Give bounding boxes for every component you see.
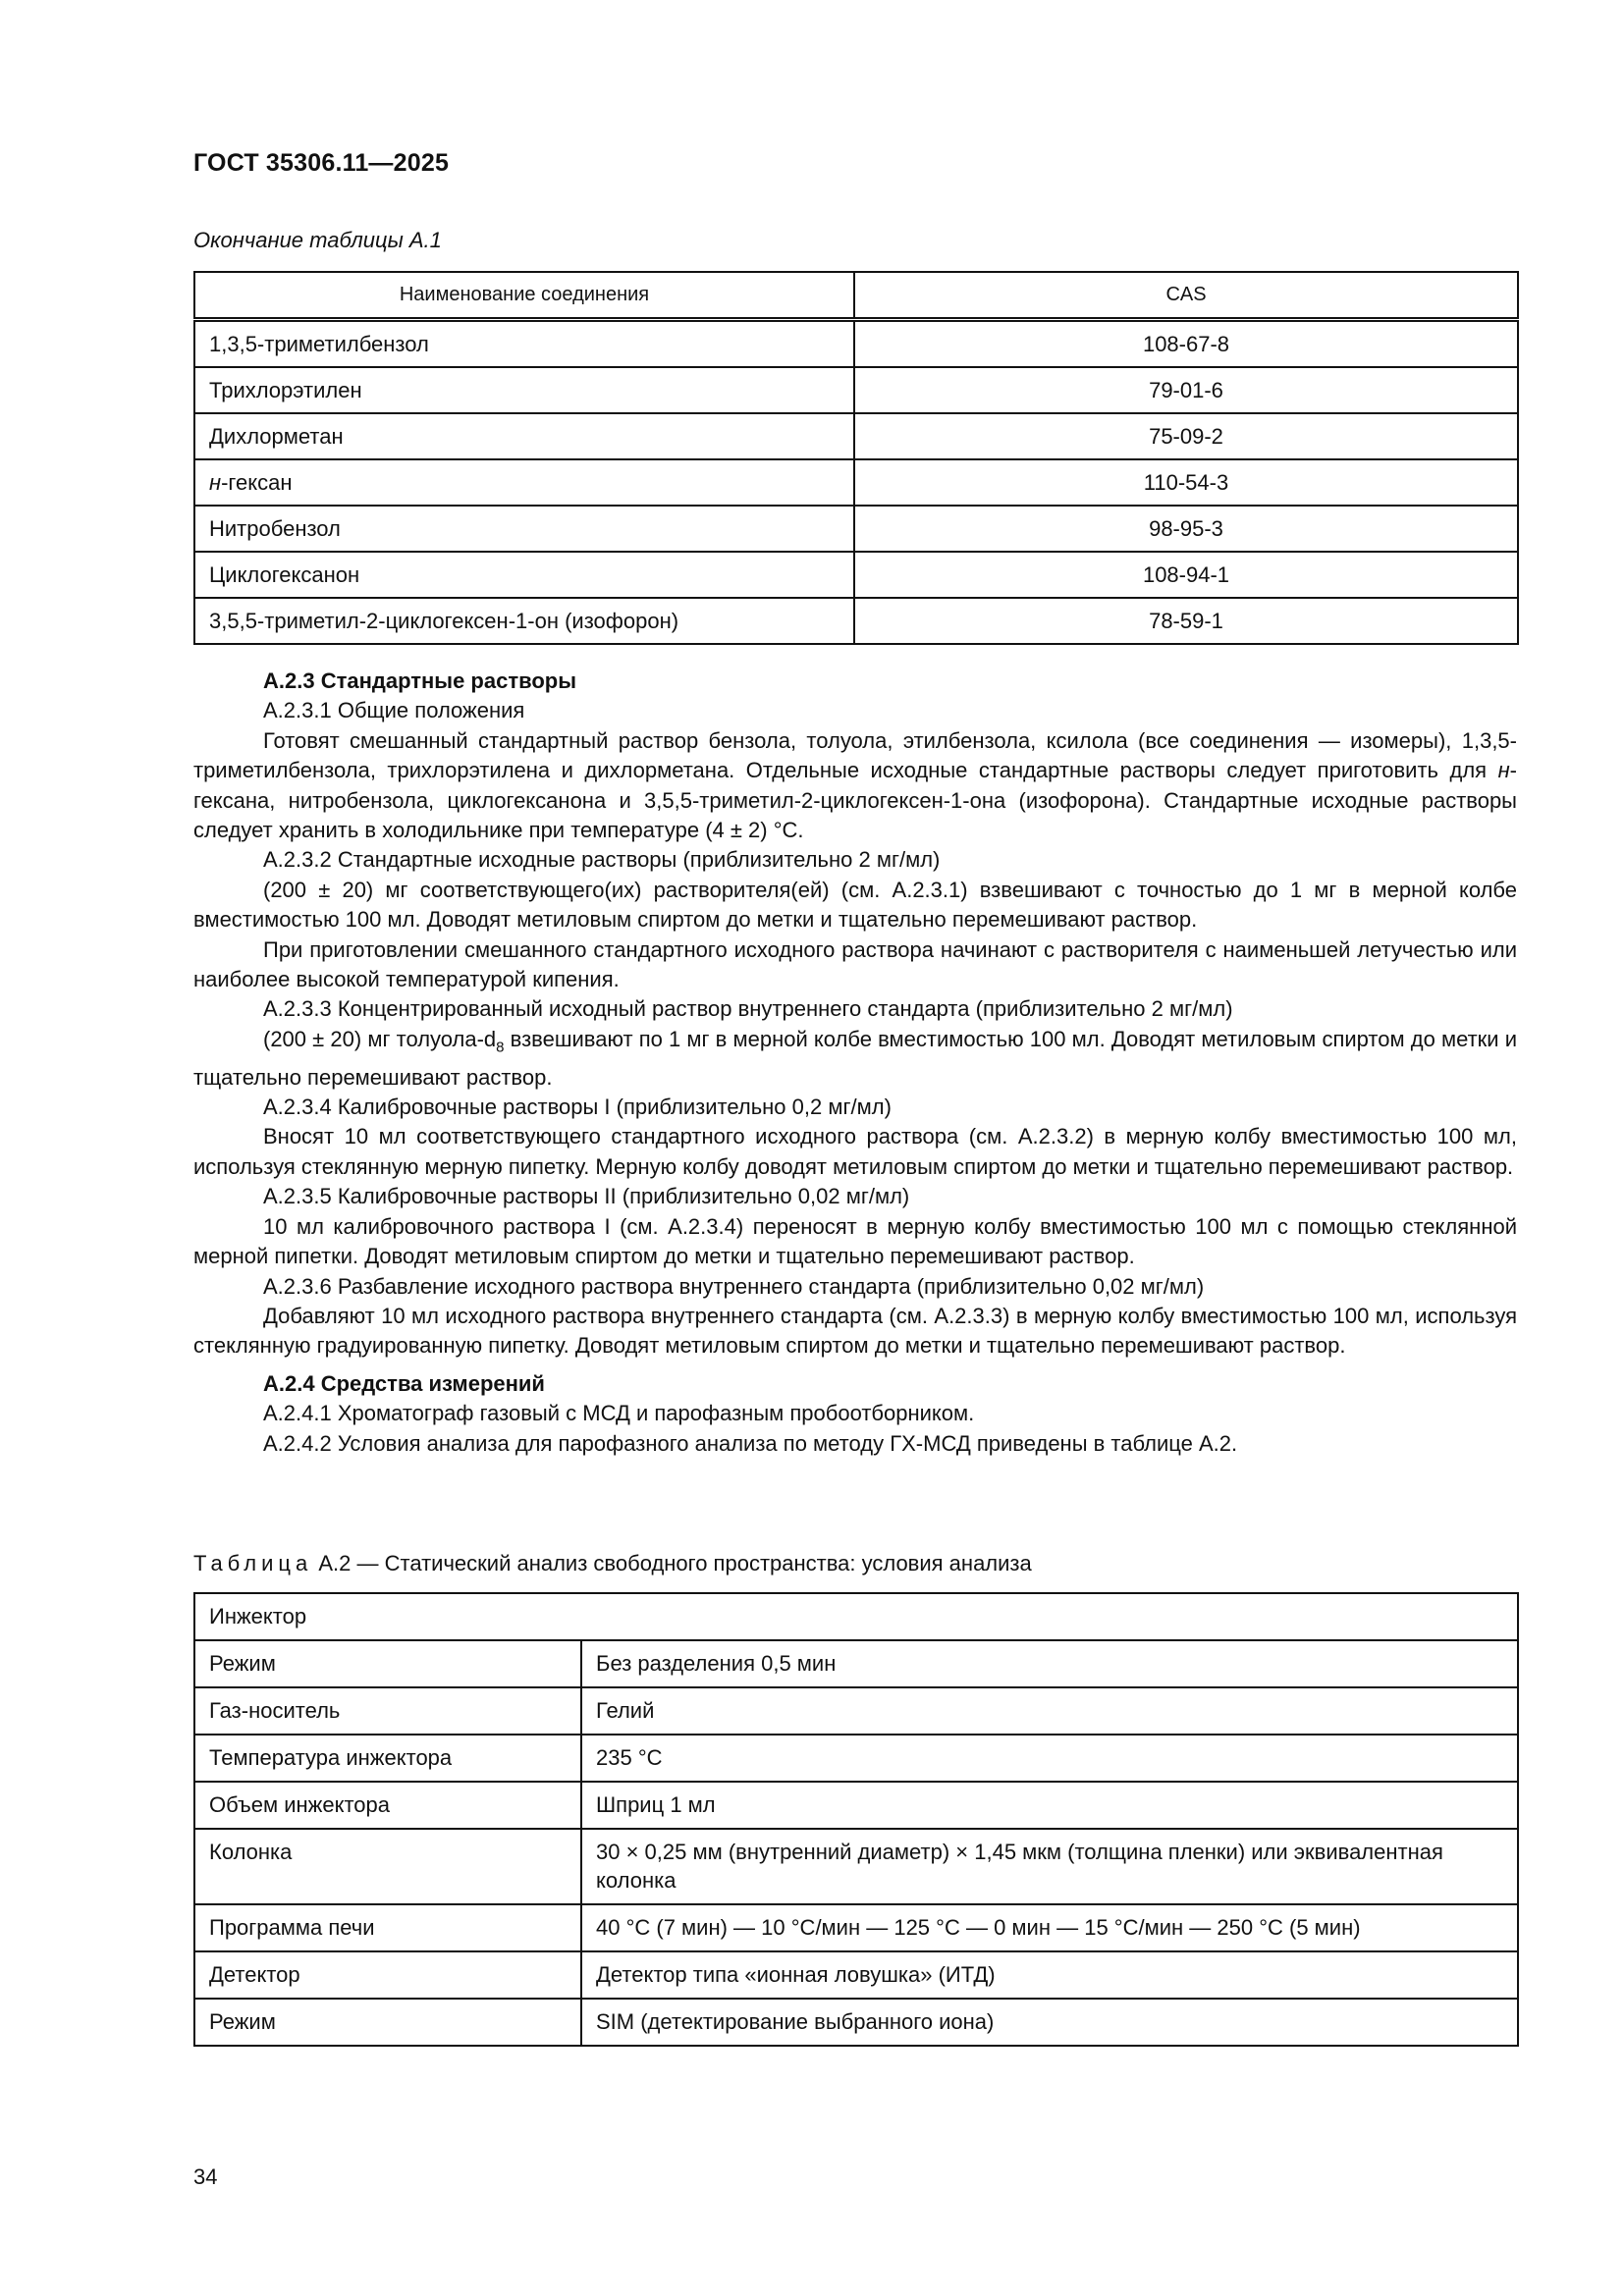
table-section-row (194, 1593, 1518, 1640)
compound-name-text: -гексан (221, 470, 293, 495)
table-row (194, 552, 1518, 598)
cas-number: 98-95-3 (854, 506, 1518, 552)
parameter-name: Газ-носитель (194, 1687, 581, 1735)
table-a1 (193, 271, 1519, 645)
parameter-name: Режим (194, 1999, 581, 2046)
subsection-title-a235: А.2.3.5 Калибровочные растворы II (приблизительно 0,02 мг/мл) (263, 1184, 910, 1209)
cas-number: 75-09-2 (854, 413, 1518, 459)
table-row (194, 1829, 1518, 1904)
section-label-injector: Инжектор (194, 1593, 1518, 1640)
compound-name: Нитробензол (194, 506, 854, 552)
parameter-value: Детектор типа «ионная ловушка» (ИТД) (581, 1951, 1518, 1999)
compound-name: 1,3,5-триметилбензол (194, 320, 854, 368)
table-row (194, 413, 1518, 459)
table-a1-continuation-caption: Окончание таблицы А.1 (193, 228, 442, 252)
cas-number: 108-94-1 (854, 552, 1518, 598)
table-a2-caption (193, 1551, 1032, 1576)
table-row (194, 1735, 1518, 1782)
paragraph-a233 (193, 1025, 1517, 1093)
table-row (194, 367, 1518, 413)
paragraph-a231 (193, 726, 1517, 846)
parameter-value: Без разделения 0,5 мин (581, 1640, 1518, 1687)
parameter-value: Шприц 1 мл (581, 1782, 1518, 1829)
table-row (194, 459, 1518, 506)
parameter-name: Детектор (194, 1951, 581, 1999)
subsection-title-a236: А.2.3.6 Разбавление исходного раствора внутреннего стандарта (приблизительно 0,02 мг/мл) (263, 1273, 1205, 1299)
table-row (194, 598, 1518, 644)
table-row (194, 506, 1518, 552)
table-a2 (193, 1592, 1519, 2047)
compound-name: Трихлорэтилен (194, 367, 854, 413)
table-row (194, 1687, 1518, 1735)
parameter-value: Гелий (581, 1687, 1518, 1735)
table-row (194, 1951, 1518, 1999)
text-run: Готовят смешанный стандартный раствор бензола, толуола, этилбензола, ксилола (все соединения — изомеры), 1,3,5-триметилбензола, трихлорэтилена и дихлорметана. Отдельные исходные стандартные растворы следует приготовить для (193, 727, 1517, 783)
document-code: ГОСТ 35306.11—2025 (193, 149, 450, 177)
compound-name: 3,5,5-триметил-2-циклогексен-1-он (изофорон) (194, 598, 854, 644)
caption-label: Таблица (193, 1551, 313, 1575)
parameter-name: Температура инжектора (194, 1735, 581, 1782)
column-header-cas: CAS (854, 272, 1518, 320)
subscript: 8 (496, 1039, 505, 1056)
page-number: 34 (193, 2164, 218, 2189)
caption-title: А.2 — Статический анализ свободного пространства: условия анализа (312, 1551, 1032, 1575)
cas-number: 110-54-3 (854, 459, 1518, 506)
paragraph-a236: Добавляют 10 мл исходного раствора внутреннего стандарта (см. А.2.3.3) в мерную колбу вместимостью 100 мл, используя стеклянную градуированную пипетку. Доводят метиловым спиртом до метки и тщательно перемешивают раствор. (193, 1303, 1517, 1359)
table-header-row (194, 272, 1518, 320)
subsection-title-a232: А.2.3.2 Стандартные исходные растворы (приблизительно 2 мг/мл) (263, 847, 941, 873)
parameter-value: SIM (детектирование выбранного иона) (581, 1999, 1518, 2046)
body-text (193, 667, 1517, 1459)
parameter-value: 30 × 0,25 мм (внутренний диаметр) × 1,45 мкм (толщина пленки) или эквивалентная колонка (581, 1829, 1518, 1904)
parameter-name: Колонка (194, 1829, 581, 1904)
subsection-title-a231: А.2.3.1 Общие положения (263, 698, 525, 723)
compound-name (194, 459, 854, 506)
paragraph-a232-note: При приготовлении смешанного стандартного исходного раствора начинают с растворителя с наименьшей летучестью или наиболее высокой температурой кипения. (193, 936, 1517, 992)
section-heading-a24: А.2.4 Средства измерений (263, 1370, 545, 1396)
table-row (194, 1640, 1518, 1687)
paragraph-a232: (200 ± 20) мг соответствующего(их) растворителя(ей) (см. А.2.3.1) взвешивают с точностью до 1 мг в мерной колбе вместимостью 100 мл. Доводят метиловым спиртом до метки и тщательно перемешивают раствор. (193, 877, 1517, 933)
cas-number: 79-01-6 (854, 367, 1518, 413)
parameter-value: 235 °С (581, 1735, 1518, 1782)
italic-run: н (1497, 758, 1510, 783)
parameter-value: 40 °С (7 мин) — 10 °С/мин — 125 °С — 0 мин — 15 °С/мин — 250 °С (5 мин) (581, 1904, 1518, 1951)
table-row (194, 1782, 1518, 1829)
compound-name: Дихлорметан (194, 413, 854, 459)
text-run: (200 ± 20) мг толуола-d (263, 1026, 497, 1051)
paragraph-a235: 10 мл калибровочного раствора I (см. А.2.3.4) переносят в мерную колбу вместимостью 100 мл с помощью стеклянной мерной пипетки. Доводят метиловым спиртом до метки и тщательно перемешивают раствор. (193, 1213, 1517, 1269)
parameter-name: Объем инжектора (194, 1782, 581, 1829)
text-run: взвешивают по 1 мг в мерной колбе вместимостью 100 мл. Доводят метиловым спиртом до метки и тщательно перемешивают раствор. (193, 1026, 1517, 1090)
paragraph-a234: Вносят 10 мл соответствующего стандартного исходного раствора (см. А.2.3.2) в мерную колбу вместимостью 100 мл, используя стеклянную мерную пипетку. Мерную колбу доводят метиловым спиртом до метки и тщательно перемешивают раствор. (193, 1124, 1517, 1179)
subsection-title-a234: А.2.3.4 Калибровочные растворы I (приблизительно 0,2 мг/мл) (263, 1095, 892, 1120)
paragraph-a241: А.2.4.1 Хроматограф газовый с МСД и парофазным пробоотборником. (263, 1401, 975, 1426)
parameter-name: Программа печи (194, 1904, 581, 1951)
cas-number: 108-67-8 (854, 320, 1518, 368)
paragraph-a242: А.2.4.2 Условия анализа для парофазного анализа по методу ГХ-МСД приведены в таблице А.2. (263, 1430, 1238, 1456)
text-run: -гексана, нитробензола, циклогексанона и 3,5,5-триметил-2-циклогексен-1-она (изофорона). Стандартные исходные растворы следует хранить в холодильнике при температуре (4 ± 2) °С. (193, 758, 1517, 843)
subsection-title-a233: А.2.3.3 Концентрированный исходный раствор внутреннего стандарта (приблизительно 2 мг/мл) (263, 996, 1233, 1022)
table-row (194, 1904, 1518, 1951)
table-row (194, 1999, 1518, 2046)
italic-prefix: н (209, 470, 222, 495)
parameter-name: Режим (194, 1640, 581, 1687)
compound-name: Циклогексанон (194, 552, 854, 598)
section-heading-a23: А.2.3 Стандартные растворы (263, 668, 577, 693)
table-row (194, 320, 1518, 368)
cas-number: 78-59-1 (854, 598, 1518, 644)
column-header-compound-name: Наименование соединения (194, 272, 854, 320)
